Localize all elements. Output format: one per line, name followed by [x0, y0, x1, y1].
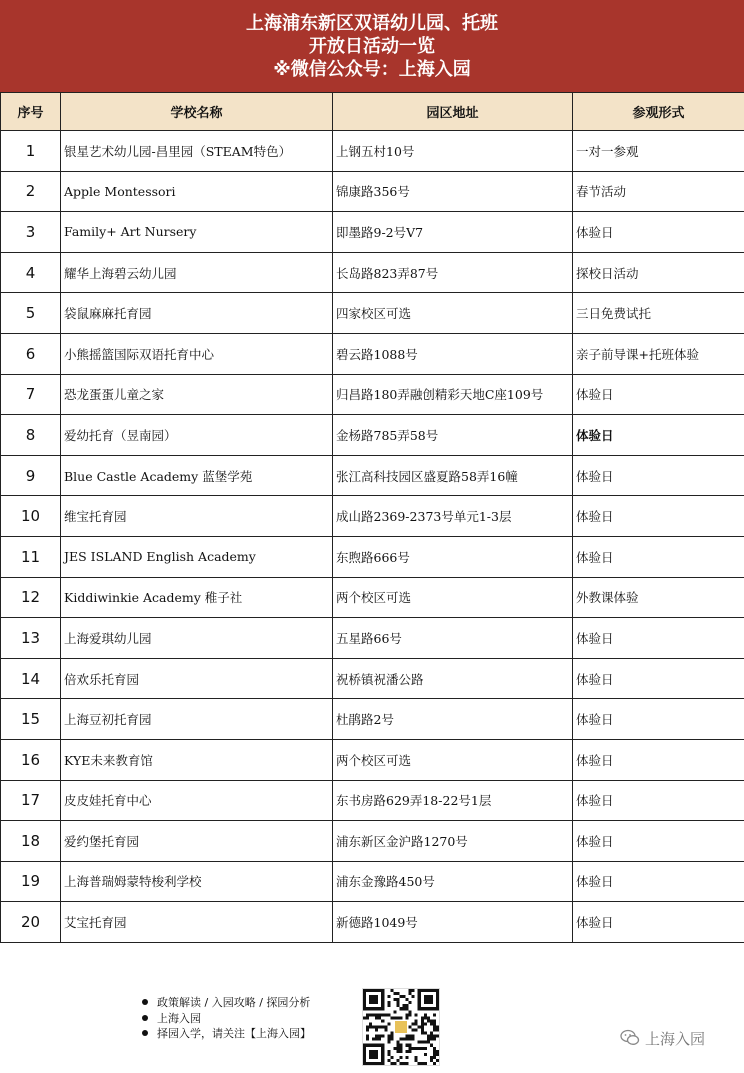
school-name-cell: JES ISLAND English Academy [61, 536, 333, 577]
school-name-cell: Blue Castle Academy 蓝堡学苑 [61, 455, 333, 496]
school-name-cell: 上海豆初托育园 [61, 699, 333, 740]
column-header-visit-format: 参观形式 [573, 93, 744, 131]
address-cell: 锦康路356号 [333, 171, 573, 212]
footer-bullet [142, 1011, 311, 1027]
footer-bullet-text: 政策解读 / 入园攻略 / 探园分析 [157, 996, 311, 1009]
table-row [1, 861, 744, 902]
school-name-cell: 皮皮娃托育中心 [61, 780, 333, 821]
table-row [1, 415, 744, 456]
school-name-cell: 爱幼托育（昱南园） [61, 415, 333, 456]
row-number: 18 [1, 821, 61, 862]
visit-format-cell: 三日免费试托 [573, 293, 744, 334]
footer-bullet-text: 择园入学，请关注【上海入园】 [157, 1027, 311, 1040]
address-cell: 碧云路1088号 [333, 333, 573, 374]
row-number: 15 [1, 699, 61, 740]
column-header-school-name: 学校名称 [61, 93, 333, 131]
school-name-cell: 爱约堡托育园 [61, 821, 333, 862]
title-line-3: ※微信公众号：上海入园 [273, 58, 471, 80]
table-row [1, 577, 744, 618]
table-row [1, 739, 744, 780]
table-row [1, 293, 744, 334]
row-number: 7 [1, 374, 61, 415]
school-table [0, 92, 744, 943]
table-row [1, 171, 744, 212]
school-name-cell: 恐龙蛋蛋儿童之家 [61, 374, 333, 415]
page-footer [0, 968, 744, 1073]
visit-format-cell: 体验日 [573, 861, 744, 902]
footer-bullet-list [142, 995, 311, 1042]
row-number: 3 [1, 212, 61, 253]
bullet-dot-icon [142, 1015, 148, 1021]
school-name-cell: Apple Montessori [61, 171, 333, 212]
row-number: 20 [1, 902, 61, 943]
school-name-cell: 袋鼠麻麻托育园 [61, 293, 333, 334]
row-number: 17 [1, 780, 61, 821]
visit-format-cell: 外教课体验 [573, 577, 744, 618]
row-number: 16 [1, 739, 61, 780]
visit-format-cell: 体验日 [573, 455, 744, 496]
school-name-cell: 上海爱琪幼儿园 [61, 618, 333, 659]
title-line-2: 开放日活动一览 [309, 35, 435, 57]
footer-bullet [142, 1026, 311, 1042]
row-number: 10 [1, 496, 61, 537]
visit-format-cell: 亲子前导课+托班体验 [573, 333, 744, 374]
table-row [1, 212, 744, 253]
row-number: 4 [1, 252, 61, 293]
qr-code-icon [362, 988, 440, 1066]
table-row [1, 780, 744, 821]
school-name-cell: 银星艺术幼儿园-昌里园（STEAM特色） [61, 131, 333, 172]
visit-format-cell: 体验日 [573, 415, 744, 456]
visit-format-cell: 一对一参观 [573, 131, 744, 172]
address-cell: 东书房路629弄18-22号1层 [333, 780, 573, 821]
address-cell: 两个校区可选 [333, 577, 573, 618]
row-number: 6 [1, 333, 61, 374]
row-number: 8 [1, 415, 61, 456]
school-name-cell: Kiddiwinkie Academy 稚子社 [61, 577, 333, 618]
address-cell: 两个校区可选 [333, 739, 573, 780]
wechat-icon [620, 1029, 640, 1047]
address-cell: 金杨路785弄58号 [333, 415, 573, 456]
address-cell: 四家校区可选 [333, 293, 573, 334]
table-row [1, 699, 744, 740]
row-number: 12 [1, 577, 61, 618]
row-number: 19 [1, 861, 61, 902]
address-cell: 成山路2369-2373号单元1-3层 [333, 496, 573, 537]
title-line-1: 上海浦东新区双语幼儿园、托班 [246, 12, 498, 34]
table-row [1, 374, 744, 415]
table-header-row [1, 93, 744, 131]
school-name-cell: KYE未来教育馆 [61, 739, 333, 780]
school-name-cell: 艾宝托育园 [61, 902, 333, 943]
visit-format-cell: 体验日 [573, 374, 744, 415]
address-cell: 祝桥镇祝潘公路 [333, 658, 573, 699]
bullet-dot-icon [142, 1030, 148, 1036]
visit-format-cell: 体验日 [573, 902, 744, 943]
visit-format-cell: 探校日活动 [573, 252, 744, 293]
row-number: 13 [1, 618, 61, 659]
visit-format-cell: 体验日 [573, 699, 744, 740]
footer-bullet-text: 上海入园 [157, 1011, 201, 1025]
brand-watermark [620, 1026, 705, 1050]
address-cell: 长岛路823弄87号 [333, 252, 573, 293]
address-cell: 归昌路180弄融创精彩天地C座109号 [333, 374, 573, 415]
row-number: 1 [1, 131, 61, 172]
table-row [1, 536, 744, 577]
address-cell: 杜鹃路2号 [333, 699, 573, 740]
visit-format-cell: 体验日 [573, 739, 744, 780]
row-number: 9 [1, 455, 61, 496]
table-row [1, 131, 744, 172]
table-row [1, 821, 744, 862]
table-row [1, 618, 744, 659]
column-header-number: 序号 [1, 93, 61, 131]
row-number: 2 [1, 171, 61, 212]
row-number: 14 [1, 658, 61, 699]
table-row [1, 333, 744, 374]
visit-format-cell: 体验日 [573, 780, 744, 821]
table-row [1, 252, 744, 293]
footer-bullet [142, 995, 311, 1011]
visit-format-cell: 体验日 [573, 658, 744, 699]
school-name-cell: 维宝托育园 [61, 496, 333, 537]
visit-format-cell: 春节活动 [573, 171, 744, 212]
school-name-cell: 耀华上海碧云幼儿园 [61, 252, 333, 293]
school-name-cell: Family+ Art Nursery [61, 212, 333, 253]
row-number: 11 [1, 536, 61, 577]
table-row [1, 902, 744, 943]
column-header-address: 园区地址 [333, 93, 573, 131]
school-name-cell: 倍欢乐托育园 [61, 658, 333, 699]
school-name-cell: 上海普瑞姆蒙特梭利学校 [61, 861, 333, 902]
address-cell: 东煦路666号 [333, 536, 573, 577]
school-name-cell: 小熊摇篮国际双语托育中心 [61, 333, 333, 374]
address-cell: 张江高科技园区盛夏路58弄16幢 [333, 455, 573, 496]
table-row [1, 496, 744, 537]
page-header [0, 0, 744, 92]
table-row [1, 455, 744, 496]
visit-format-cell: 体验日 [573, 536, 744, 577]
visit-format-cell: 体验日 [573, 821, 744, 862]
row-number: 5 [1, 293, 61, 334]
visit-format-cell: 体验日 [573, 618, 744, 659]
table-row [1, 658, 744, 699]
visit-format-cell: 体验日 [573, 212, 744, 253]
brand-text: 上海入园 [645, 1029, 706, 1048]
address-cell: 五星路66号 [333, 618, 573, 659]
address-cell: 即墨路9-2号V7 [333, 212, 573, 253]
address-cell: 浦东金豫路450号 [333, 861, 573, 902]
visit-format-cell: 体验日 [573, 496, 744, 537]
address-cell: 上钢五村10号 [333, 131, 573, 172]
bullet-dot-icon [142, 999, 148, 1005]
address-cell: 新德路1049号 [333, 902, 573, 943]
address-cell: 浦东新区金沪路1270号 [333, 821, 573, 862]
